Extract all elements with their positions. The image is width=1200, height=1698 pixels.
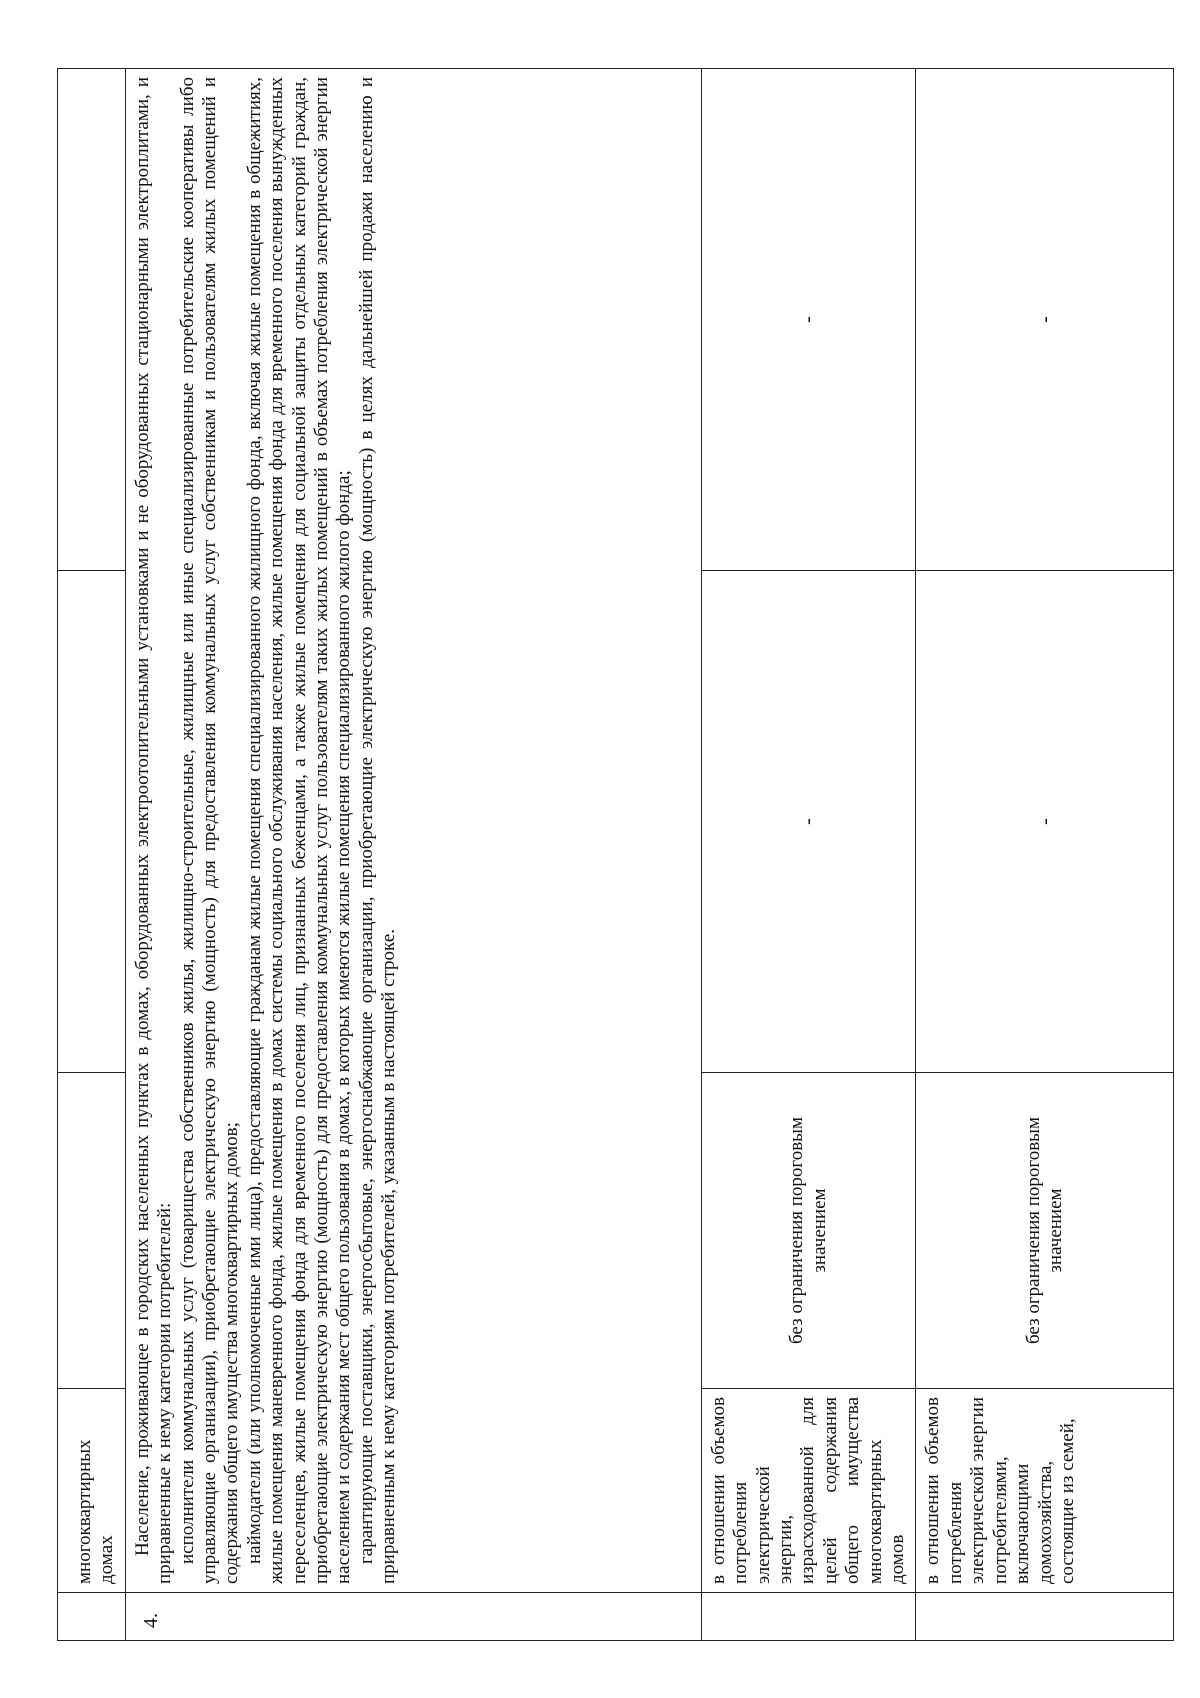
subrow-description: в отношении объемов потребления электрической энергии, израсходованной для целей содержания общего имущества многоквартирных домов	[701, 1389, 916, 1593]
row-number-cell	[58, 1593, 126, 1641]
paragraph: наймодатели (или уполномоченные ими лица), предоставляющие гражданам жилые помещения специализированного жилищного фонда, включая жилые помещения в общежитиях, жилые помещения маневренного фонда, жилые помещения в домах системы социального обслуживания населения, жилые помещения фонда для временного поселения вынужденных переселенцев, жилые помещения фонда для временного поселения лиц, признанных беженцами, а также жилые помещения для социальной защиты отдельных категорий граждан, приобретающие электрическую энергию (мощность) для предоставления коммунальных услуг пользователям таких жилых помещений в объемах потребления электрической энергии населением и содержания мест общего пользования в домах, в которых имеются жилые помещения специализированного жилого фонда;	[243, 77, 355, 1584]
table-row	[701, 69, 916, 1641]
value-cell: -	[701, 571, 916, 1073]
consumer-category-description	[125, 69, 701, 1593]
empty-cell	[58, 69, 126, 571]
subrow-description: в отношении объемов потребления электрической энергии потребителями, включающими домохозяйства, состоящие из семей,	[916, 1389, 1174, 1593]
empty-cell	[58, 571, 126, 1073]
table-row	[916, 69, 1174, 1641]
paragraph: гарантирующие поставщики, энергосбытовые, энергоснабжающие организации, приобретающие электрическую энергию (мощность) в целях дальнейшей продажи населению и приравненным к нему категориям потребителей, указанным в настоящей строке.	[355, 77, 400, 1584]
threshold-cell: без ограничения пороговым значением	[701, 1073, 916, 1389]
empty-cell	[701, 1593, 916, 1641]
rotated-page	[57, 69, 1143, 1641]
paragraph: Население, проживающее в городских населенных пунктах в домах, оборудованных электроотопительными установками и не оборудованных стационарными электроплитами, и приравненные к нему категории потребителей:	[131, 77, 176, 1584]
paragraph: исполнители коммунальных услуг (товарищества собственников жилья, жилищно-строительные, жилищные или иные специализированные потребительские кооперативы либо управляющие организации), приобретающие электрическую энергию (мощность) для предоставления коммунальных услуг собственникам и пользователям жилых помещений и содержания общего имущества многоквартирных домов;	[176, 77, 243, 1584]
empty-cell	[58, 1073, 126, 1389]
header-text-cell: многоквартирных домах	[58, 1389, 126, 1593]
empty-cell	[916, 1593, 1174, 1641]
threshold-cell: без ограничения пороговым значением	[916, 1073, 1174, 1389]
value-cell: -	[916, 69, 1174, 571]
value-cell: -	[916, 571, 1174, 1073]
table-row	[58, 69, 126, 1641]
row-number-cell: 4.	[125, 1593, 701, 1641]
table-row	[125, 69, 701, 1641]
value-cell: -	[701, 69, 916, 571]
tariff-table	[57, 68, 1174, 1641]
